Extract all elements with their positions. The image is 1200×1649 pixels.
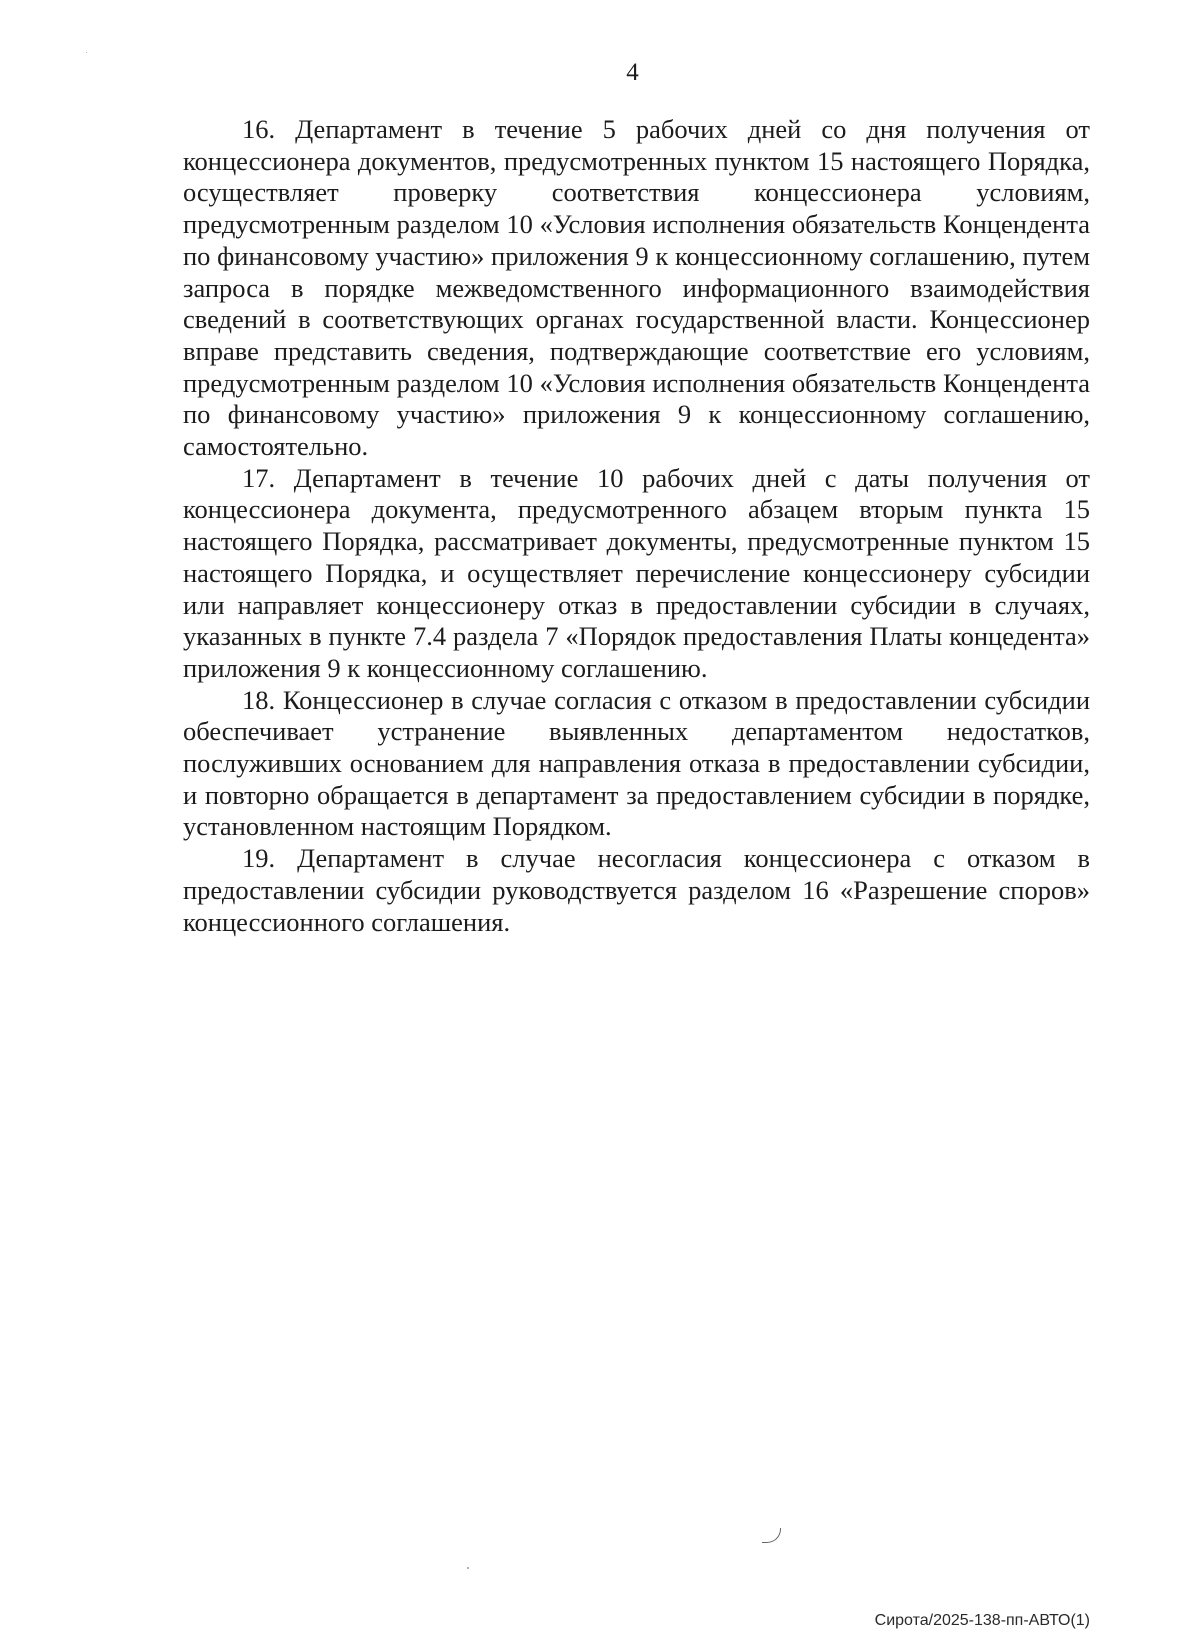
paragraph-text: Департамент в течение 10 рабочих дней с даты получения от концессионера документа, предусмотренного абзацем вторым пункта 15 настоящего Порядка, рассматривает документы, предусмотренные пунктом 15 настоящего Порядка, и осуществляет перечисление концессионеру субсидии или направляет концессионеру отказ в предоставлении субсидии в случаях, указанных в пункте 7.4 раздела 7 «Порядок предоставления Платы концедента» приложения 9 к концессионному соглашению.: [183, 462, 1090, 683]
page-number: 4: [626, 59, 639, 86]
paragraph-18: [183, 685, 1090, 844]
document-code: Сирота/2025-138-пп-АВТО(1): [874, 1612, 1090, 1629]
paragraph-19: [183, 843, 1090, 938]
scan-artifact-mark: [762, 1528, 781, 1543]
paragraph-number: 17.: [242, 462, 276, 493]
paragraph-text: Департамент в течение 5 рабочих дней со дня получения от концессионера документов, предусмотренных пунктом 15 настоящего Порядка, осуществляет проверку соответствия концессионера условиям, предусмотренным разделом 10 «Условия исполнения обязательств Концендента по финансовому участию» приложения 9 к концессионному соглашению, путем запроса в порядке межведомственного информационного взаимодействия сведений в соответствующих органах государственной власти. Концессионер вправе представить сведения, подтверждающие соответствие его условиям, предусмотренным разделом 10 «Условия исполнения обязательств Концендента по финансовому участию» приложения 9 к концессионному соглашению, самостоятельно.: [183, 114, 1090, 462]
paragraph-text: Концессионер в случае согласия с отказом в предоставлении субсидии обеспечивает устранение выявленных департаментом недостатков, послуживших основанием для направления отказа в предоставлении субсидии, и повторно обращается в департамент за предоставлением субсидии в порядке, установленном настоящим Порядком.: [183, 684, 1090, 842]
paragraph-text: Департамент в случае несогласия концессионера с отказом в предоставлении субсидии руководствуется разделом 16 «Разрешение споров» концессионного соглашения.: [183, 843, 1090, 937]
paragraph-16: [183, 114, 1090, 463]
document-body: [183, 114, 1090, 938]
paragraph-number: 16.: [242, 114, 276, 144]
paragraph-number: 19.: [242, 843, 276, 874]
scan-speck: [467, 1567, 469, 1569]
paragraph-number: 18.: [242, 684, 276, 715]
scan-speck: [86, 52, 87, 53]
paragraph-17: [183, 463, 1090, 685]
